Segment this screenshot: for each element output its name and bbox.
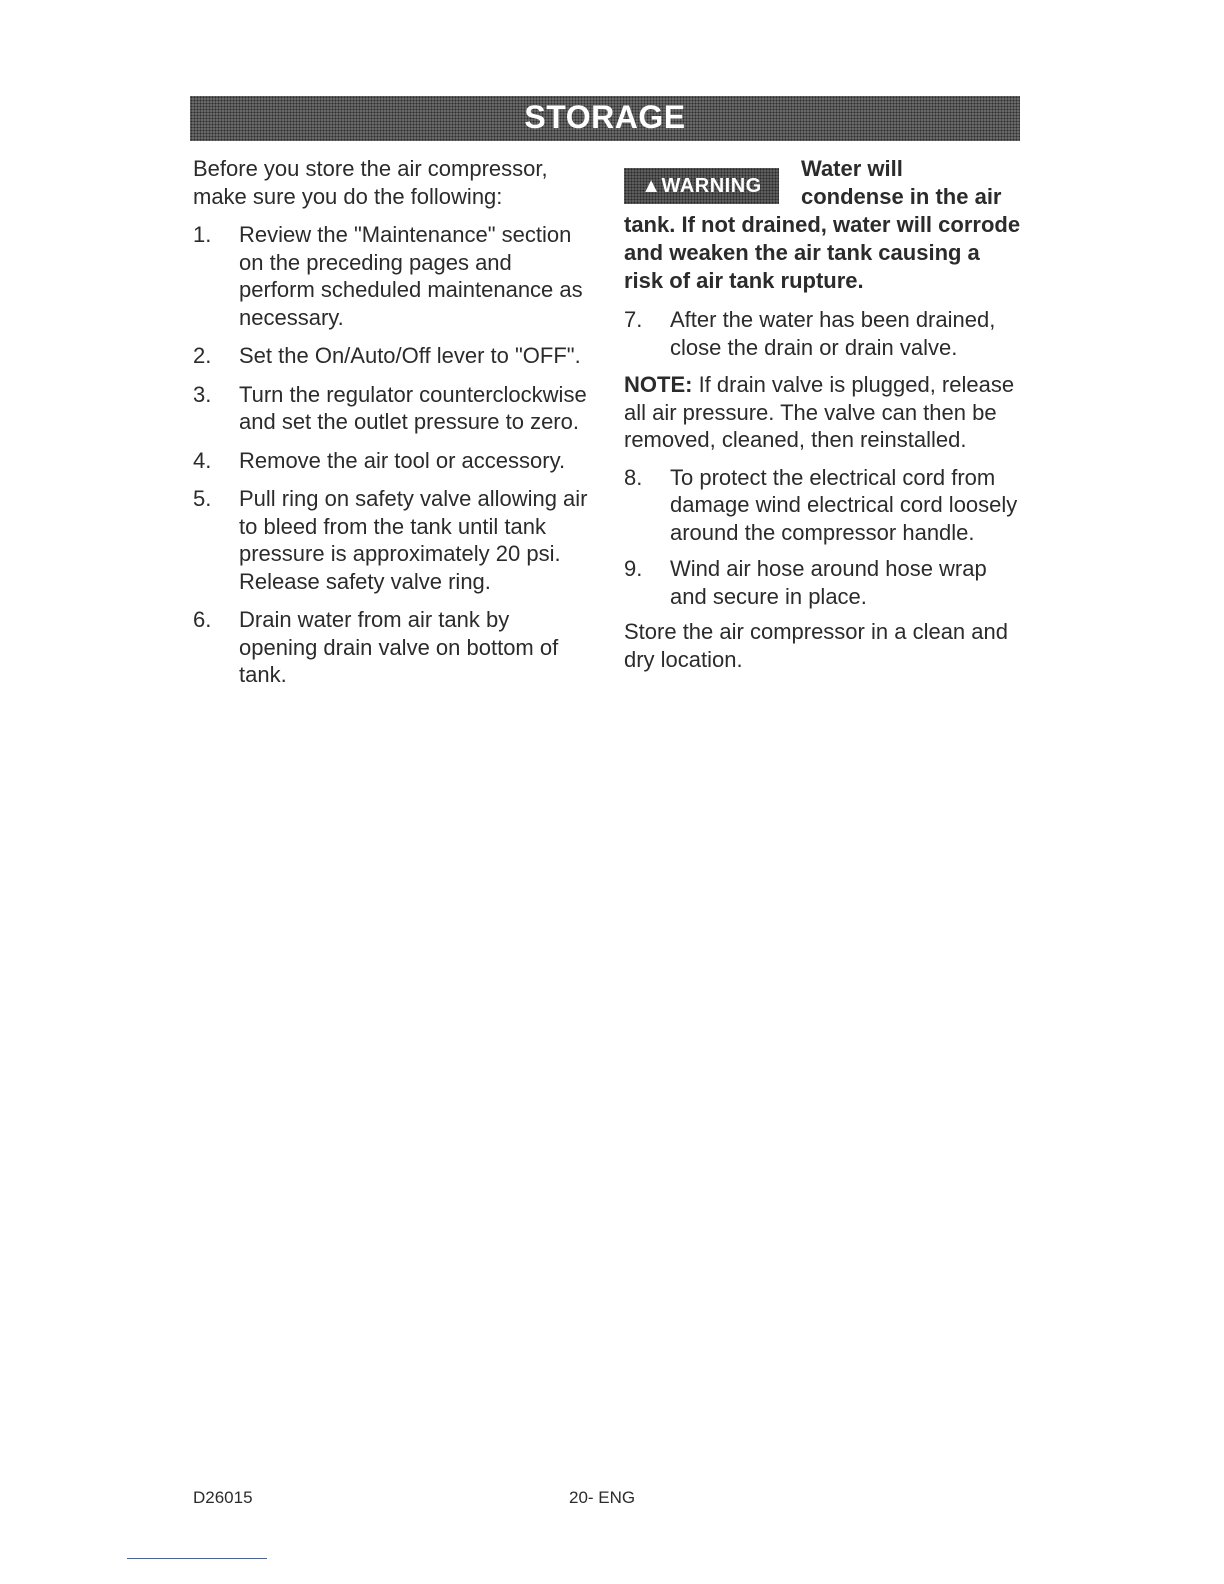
section-banner (190, 96, 1020, 141)
step-text: Remove the air tool or accessory. (239, 447, 566, 473)
warning-line-2: condense in the air (801, 184, 1002, 209)
steps-list-left (193, 221, 593, 689)
step-number: 7. (624, 307, 643, 332)
list-item (193, 606, 593, 689)
list-item (193, 485, 593, 595)
list-item (624, 464, 1024, 547)
warning-block (624, 155, 1024, 295)
step-text: Turn the regulator counterclockwise and set the outlet pressure to zero. (239, 381, 587, 434)
step-number: 6. (193, 607, 212, 632)
step-number: 9. (624, 556, 643, 581)
step-text: Pull ring on safety valve allowing air to bleed from the tank until tank pressure is approximately 20 psi. Release safety valve ring. (239, 486, 588, 594)
step-number: 5. (193, 486, 212, 511)
note-label: NOTE: (624, 372, 693, 397)
step-text: Wind air hose around hose wrap and secure in place. (670, 556, 987, 609)
left-column (193, 155, 593, 689)
step-number: 8. (624, 464, 643, 490)
list-item (193, 381, 593, 436)
step-text: Set the On/Auto/Off lever to "OFF". (239, 343, 581, 368)
step-number: 3. (193, 381, 212, 407)
document-code: D26015 (193, 1488, 253, 1507)
warning-line-1: Water will (801, 156, 903, 181)
closing-text: Store the air compressor in a clean and dry location. (624, 619, 1008, 672)
list-item (624, 555, 1024, 610)
step-text: After the water has been drained, close the drain or drain valve. (670, 307, 996, 360)
step-number: 1. (193, 222, 212, 247)
note-text: If drain valve is plugged, release all air pressure. The valve can then be removed, cleaned, then reinstalled. (624, 372, 1015, 452)
step-text: Review the "Maintenance" section on the preceding pages and perform scheduled maintenance as necessary. (239, 222, 583, 330)
steps-list-right-b (624, 464, 1024, 611)
list-item (193, 447, 593, 475)
list-item (193, 342, 593, 370)
note-paragraph (624, 371, 1024, 454)
edge-divider (127, 1558, 267, 1559)
step-number: 2. (193, 343, 212, 368)
step-number: 4. (193, 447, 212, 473)
page-number: 20- ENG (569, 1488, 636, 1507)
list-item (193, 221, 593, 331)
steps-list-right-a (624, 306, 1024, 361)
warning-badge: ▲WARNING (624, 168, 779, 204)
intro-text: Before you store the air compressor, make sure you do the following: (193, 156, 548, 209)
step-text: Drain water from air tank by opening drain valve on bottom of tank. (239, 607, 559, 687)
step-text: To protect the electrical cord from damage wind electrical cord loosely around the compressor handle. (670, 464, 1018, 545)
list-item (624, 306, 1024, 361)
section-title: STORAGE (524, 99, 686, 135)
warning-rest: tank. If not drained, water will corrode and weaken the air tank causing a risk of air tank rupture. (624, 212, 1021, 293)
right-column (624, 155, 1024, 673)
